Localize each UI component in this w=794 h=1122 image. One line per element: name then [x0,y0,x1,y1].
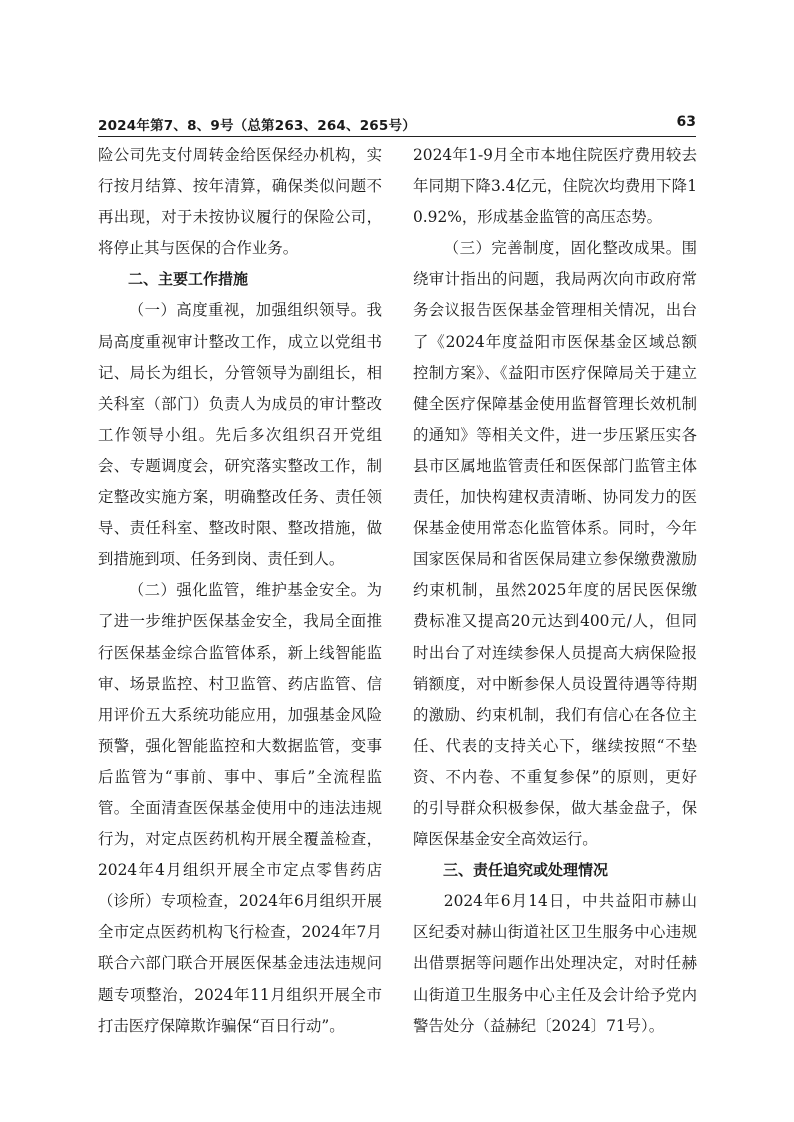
section-heading-3: 三、责任追究或处理情况 [443,861,609,880]
subsection-1-body: 我局高度重视审计整改工作，成立以党组书记、局长为组长，分管领导为副组长，相关科室（部门）负责人为成员的审计整改工作领导小组。先后多次组织召开党组会、专题调度会，研究落实整改工作，制定整改实施方案，明确整改任务、责任领导、责任科室、整改时限、整改措施，做到措施到项、任务到岗、责任到人。 [98,301,382,569]
issue-label: 2024年第7、8、9号（总第263、264、265号） [98,118,416,134]
subsection-2-body: 为了进一步维护医保基金安全，我局全面推行医保基金综合监管体系，新上线智能监审、场景监控、村卫监管、药店监管、信用评价五大系统功能应用，加强基金风险预警，强化智能监控和大数据监管，变事后监管为“事前、事中、事后”全流程监管。全面清查医保基金使用中的违法违规行为，对定点医药机构开展全覆盖检查，2024年4月组织开展全市定点零售药店（诊所）专项检查，2024年6月组织开展全市定点医药机构飞行检查，2024年7月联合六部门联合开展医保基金违法违规问题专项整治，2024年11月组织开展全市打击医疗保障欺诈骗保“百日行动”。 [98,581,382,1035]
final-paragraph: 2024年6月14日，中共益阳市赫山区纪委对赫山街道社区卫生服务中心违规出借票据等问题作出处理决定，对时任赫山街道卫生服务中心主任及会计给予党内警告处分（益赫纪〔2024〕71号）。 [413,892,697,1035]
continued-paragraph-right: 2024年1-9月全市本地住院医疗费用较去年同期下降3.4亿元，住院次均费用下降10.92%，形成基金监管的高压态势。 [413,146,697,227]
subsection-3-body: 围绕审计指出的问题，我局两次向市政府常务会议报告医保基金管理相关情况，出台了《2024年度益阳市医保基金区域总额控制方案》、《益阳市医疗保障局关于建立健全医疗保障基金使用监督管理长效机制的通知》等相关文件，进一步压紧压实各县市区属地监管责任和医保部门监管主体责任，加快构建权责清晰、协同发力的医保基金使用常态化监管体系。同时，今年国家医保局和省医保局建立参保缴费激励约束机制，虽然2025年度的居民医保缴费标准又提高20元达到400元/人，但同时出台了对连续参保人员提高大病保险报销额度，对中断参保人员设置待遇等待期的激励、约束机制，我们有信心在各位主任、代表的支持关心下，继续按照“不垫资、不内卷、不重复参保”的原则，更好的引导群众积极参保，做大基金盘子，保障医保基金安全高效运行。 [413,239,697,849]
subsection-3-paragraph [413,233,697,855]
continued-paragraph: 险公司先支付周转金给医保经办机构，实行按月结算、按年清算，确保类似问题不再出现，对于未按协议履行的保险公司，将停止其与医保的合作业务。 [98,146,382,258]
section-heading-2: 二、主要工作措施 [128,270,249,289]
subsection-2-title: （二）强化监管，维护基金安全。 [128,581,367,600]
subsection-2-paragraph [98,575,382,1041]
subsection-3-title: （三）完善制度，固化整改成果。 [443,239,682,258]
header-rule [98,136,696,137]
page-number: 63 [676,114,696,130]
running-header [98,112,696,134]
left-column [98,140,382,1042]
right-column [413,140,697,1042]
subsection-1-title: （一）高度重视，加强组织领导。 [128,301,367,320]
subsection-1-paragraph [98,295,382,575]
